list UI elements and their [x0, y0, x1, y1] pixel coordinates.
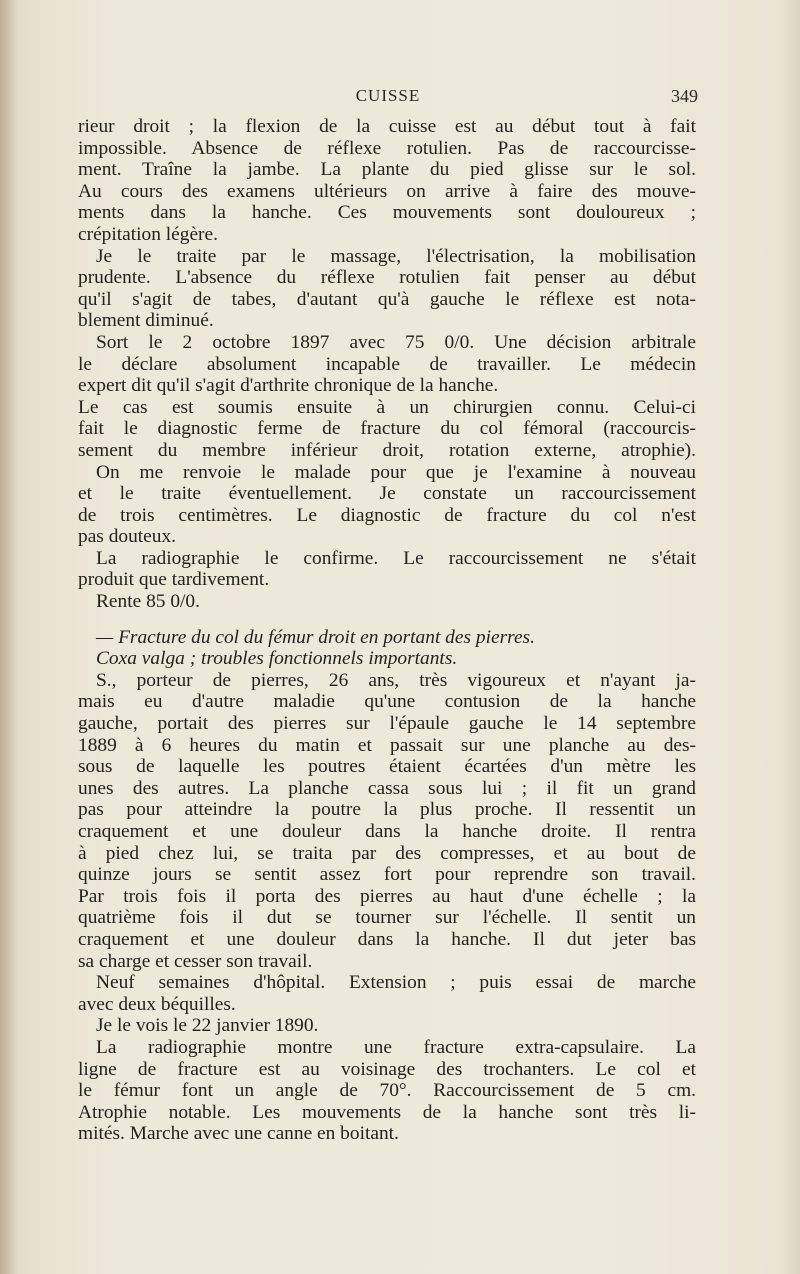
text-line: ments dans la hanche. Ces mouvements sont douloureux ;: [78, 202, 696, 224]
section-title-line: — Fracture du col du fémur droit en portant des pierres.: [96, 626, 535, 648]
text-line: S., porteur de pierres, 26 ans, très vigoureux et n'ayant ja-: [96, 669, 696, 691]
text-line: unes des autres. La planche cassa sous lui ; il fit un grand: [78, 777, 696, 799]
text-line: le fémur font un angle de 70°. Raccourcissement de 5 cm.: [78, 1080, 696, 1102]
text-line: sement du membre inférieur droit, rotation externe, atrophie).: [78, 439, 696, 461]
text-line: ment. Traîne la jambe. La plante du pied glisse sur le sol.: [78, 159, 696, 181]
text-line: ligne de fracture est au voisinage des trochanters. Le col et: [78, 1058, 696, 1080]
text-line: craquement et une douleur dans la hanche droite. Il rentra: [78, 821, 696, 842]
text-line: fait le diagnostic ferme de fracture du col fémoral (raccourcis-: [78, 418, 696, 440]
body-text: [78, 116, 696, 1145]
text-line: Au cours des examens ultérieurs on arrive à faire des mouve-: [78, 180, 696, 202]
text-line: pas douteux.: [78, 526, 177, 548]
text-line: mités. Marche avec une canne en boitant.: [78, 1123, 399, 1145]
text-line: sous de laquelle les poutres étaient écartées d'un mètre les: [78, 756, 696, 778]
text-line: impossible. Absence de réflexe rotulien. Pas de raccourcisse-: [78, 137, 696, 159]
text-line: Neuf semaines d'hôpital. Extension ; puis essai de marche: [96, 972, 696, 994]
text-line: quinze jours se sentit assez fort pour reprendre son travail.: [78, 864, 696, 886]
text-line: mais eu d'autre maladie qu'une contusion de la hanche: [78, 691, 696, 713]
section-gap: [78, 613, 696, 627]
text-line: On me renvoie le malade pour que je l'examine à nouveau: [96, 461, 696, 483]
text-line: et le traite éventuellement. Je constate un raccourcissement: [78, 483, 696, 505]
section-title-line: Coxa valga ; troubles fonctionnels importants.: [96, 648, 458, 670]
text-line: Le cas est soumis ensuite à un chirurgien connu. Celui-ci: [78, 396, 696, 418]
text-line: blement diminué.: [78, 310, 214, 332]
page-number: 349: [671, 86, 698, 106]
text-line: gauche, portait des pierres sur l'épaule gauche le 14 septembre: [78, 713, 696, 735]
spine-shadow: [0, 0, 18, 1274]
text-line: Atrophie notable. Les mouvements de la hanche sont très li-: [78, 1101, 696, 1123]
text-line: La radiographie montre une fracture extra-capsulaire. La: [96, 1036, 696, 1058]
text-line: prudente. L'absence du réflexe rotulien fait penser au début: [78, 267, 696, 289]
text-line: produit que tardivement.: [78, 569, 270, 591]
text-line: crépitation légère.: [78, 223, 218, 245]
text-line: 1889 à 6 heures du matin et passait sur une planche au des-: [78, 734, 696, 756]
text-line: expert dit qu'il s'agit d'arthrite chronique de la hanche.: [78, 375, 499, 397]
text-line: à pied chez lui, se traita par des compresses, et au bout de: [78, 842, 696, 864]
text-line: sa charge et cesser son travail.: [78, 950, 313, 972]
text-line: quatrième fois il dut se tourner sur l'échelle. Il sentit un: [78, 907, 696, 929]
text-line: craquement et une douleur dans la hanche. Il dut jeter bas: [78, 928, 696, 950]
text-line: Sort le 2 octobre 1897 avec 75 0/0. Une décision arbitrale: [96, 331, 696, 353]
text-line: avec deux béquilles.: [78, 993, 236, 1015]
text-line: pas pour atteindre la poutre la plus proche. Il ressentit un: [78, 799, 696, 821]
text-line: Je le vois le 22 janvier 1890.: [96, 1015, 319, 1037]
text-line: le déclare absolument incapable de travailler. Le médecin: [78, 353, 696, 375]
text-line: La radiographie le confirme. Le raccourcissement ne s'était: [96, 547, 696, 569]
text-line: Je le traite par le massage, l'électrisation, la mobilisation: [96, 245, 696, 267]
text-line: Par trois fois il porta des pierres au haut d'une échelle ; la: [78, 885, 696, 907]
page-header: [78, 84, 698, 108]
text-line: Rente 85 0/0.: [96, 591, 200, 613]
running-title: CUISSE: [355, 86, 421, 105]
text-line: de trois centimètres. Le diagnostic de fracture du col n'est: [78, 504, 696, 526]
text-line: qu'il s'agit de tabes, d'autant qu'à gauche le réflexe est nota-: [78, 288, 696, 310]
text-line: rieur droit ; la flexion de la cuisse est au début tout à fait: [78, 116, 696, 137]
